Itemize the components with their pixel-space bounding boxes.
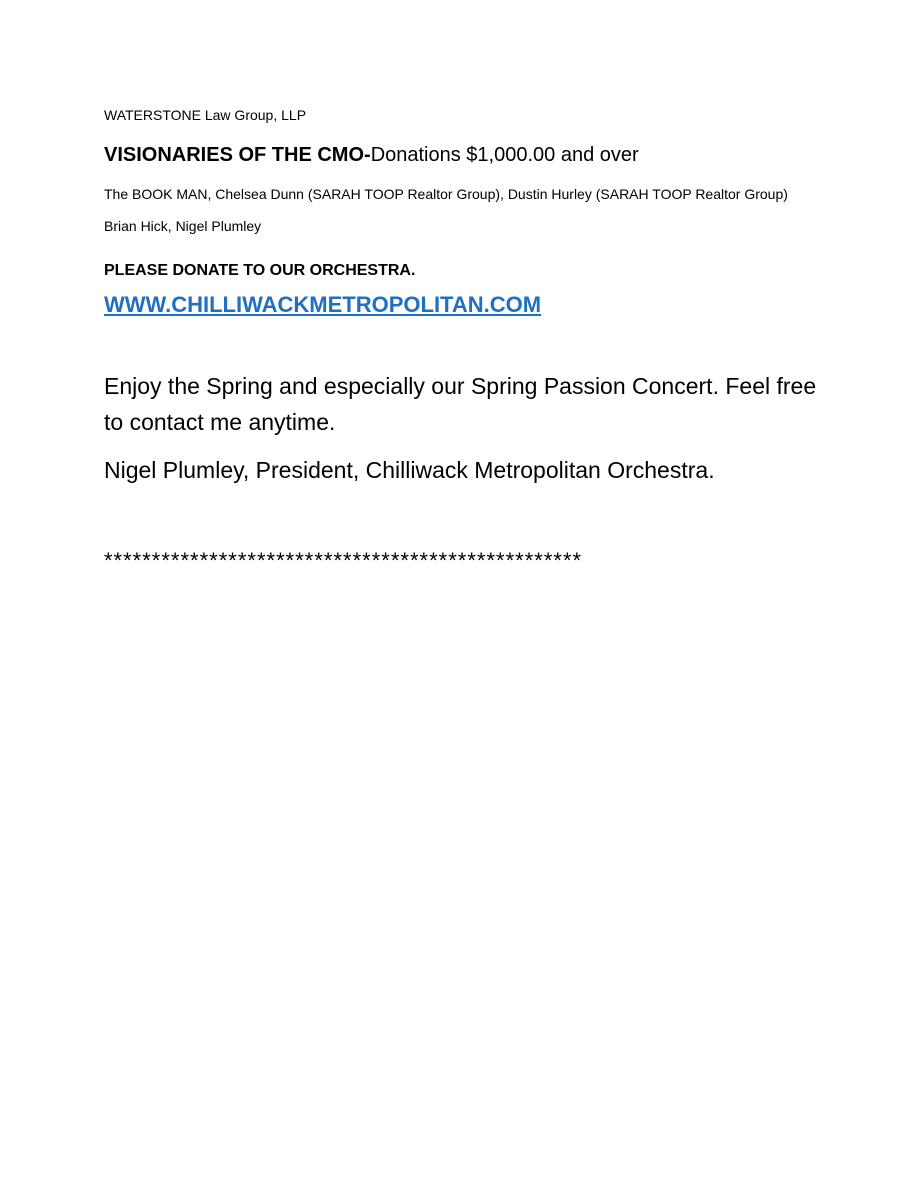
closing-paragraph: Enjoy the Spring and especially our Spring Passion Concert. Feel free to contact me anytime. bbox=[104, 373, 817, 435]
tier-heading bbox=[104, 141, 639, 169]
tier-description: Donations $1,000.00 and over bbox=[370, 144, 639, 166]
signature-line: Nigel Plumley, President, Chilliwack Metropolitan Orchestra. bbox=[104, 457, 715, 483]
donate-heading: PLEASE DONATE TO OUR ORCHESTRA. bbox=[104, 262, 416, 279]
sponsor-line: WATERSTONE Law Group, LLP bbox=[104, 107, 307, 123]
tier-name: VISIONARIES OF THE CMO- bbox=[104, 144, 371, 166]
website-link[interactable]: WWW.CHILLIWACKMETROPOLITAN.COM bbox=[104, 292, 542, 317]
asterisk-separator: ************************************************** bbox=[104, 548, 583, 573]
donor-list: The BOOK MAN, Chelsea Dunn (SARAH TOOP Realtor Group), Dustin Hurley (SARAH TOOP Realtor Group) Brian Hick, Nigel Plumley bbox=[104, 186, 788, 234]
